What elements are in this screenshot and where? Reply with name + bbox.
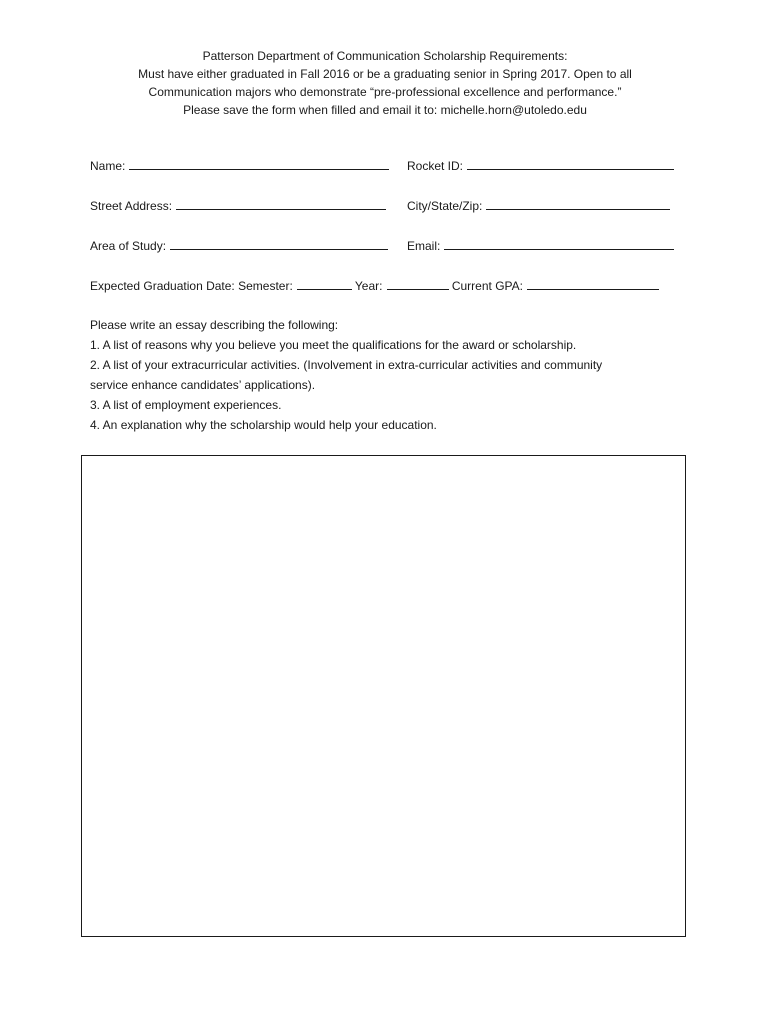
essay-instructions (90, 315, 670, 435)
instruction-item-3: 3. A list of employment experiences. (90, 398, 282, 412)
current-gpa-label: Current GPA: (451, 279, 523, 293)
header-eligibility: Must have either graduated in Fall 2016 or be a graduating senior in Spring 2017. Open to all (138, 67, 632, 81)
essay-text-area[interactable] (81, 455, 686, 937)
instructions-intro: Please write an essay describing the following: (90, 318, 339, 332)
current-gpa-field[interactable] (527, 277, 659, 290)
rocket-id-field[interactable] (467, 157, 674, 170)
instruction-item-2-continued: service enhance candidates’ applications). (90, 378, 316, 392)
name-label: Name: (90, 159, 126, 173)
instruction-item-2: 2. A list of your extracurricular activities. (Involvement in extra-curricular activities and community (90, 358, 603, 372)
graduation-semester-label: Expected Graduation Date: Semester: (90, 279, 293, 293)
form-header (0, 47, 770, 119)
instruction-item-4: 4. An explanation why the scholarship would help your education. (90, 418, 437, 432)
email-label: Email: (407, 239, 441, 253)
email-field[interactable] (444, 237, 674, 250)
city-state-zip-field[interactable] (486, 197, 670, 210)
street-address-field[interactable] (176, 197, 386, 210)
form-row-graduation (90, 277, 690, 294)
instruction-item-1: 1. A list of reasons why you believe you meet the qualifications for the award or scholarship. (90, 338, 577, 352)
area-of-study-field[interactable] (170, 237, 388, 250)
header-majors: Communication majors who demonstrate “pre-professional excellence and performance.” (148, 85, 622, 99)
header-title: Patterson Department of Communication Scholarship Requirements: (202, 49, 568, 63)
graduation-year-label: Year: (354, 279, 383, 293)
header-submit-instructions: Please save the form when filled and email it to: michelle.horn@utoledo.edu (183, 103, 587, 117)
rocket-id-label: Rocket ID: (407, 159, 464, 173)
name-field[interactable] (129, 157, 389, 170)
graduation-semester-field[interactable] (297, 277, 352, 290)
graduation-year-field[interactable] (387, 277, 449, 290)
area-of-study-label: Area of Study: (90, 239, 167, 253)
street-address-label: Street Address: (90, 199, 173, 213)
city-state-zip-label: City/State/Zip: (407, 199, 483, 213)
